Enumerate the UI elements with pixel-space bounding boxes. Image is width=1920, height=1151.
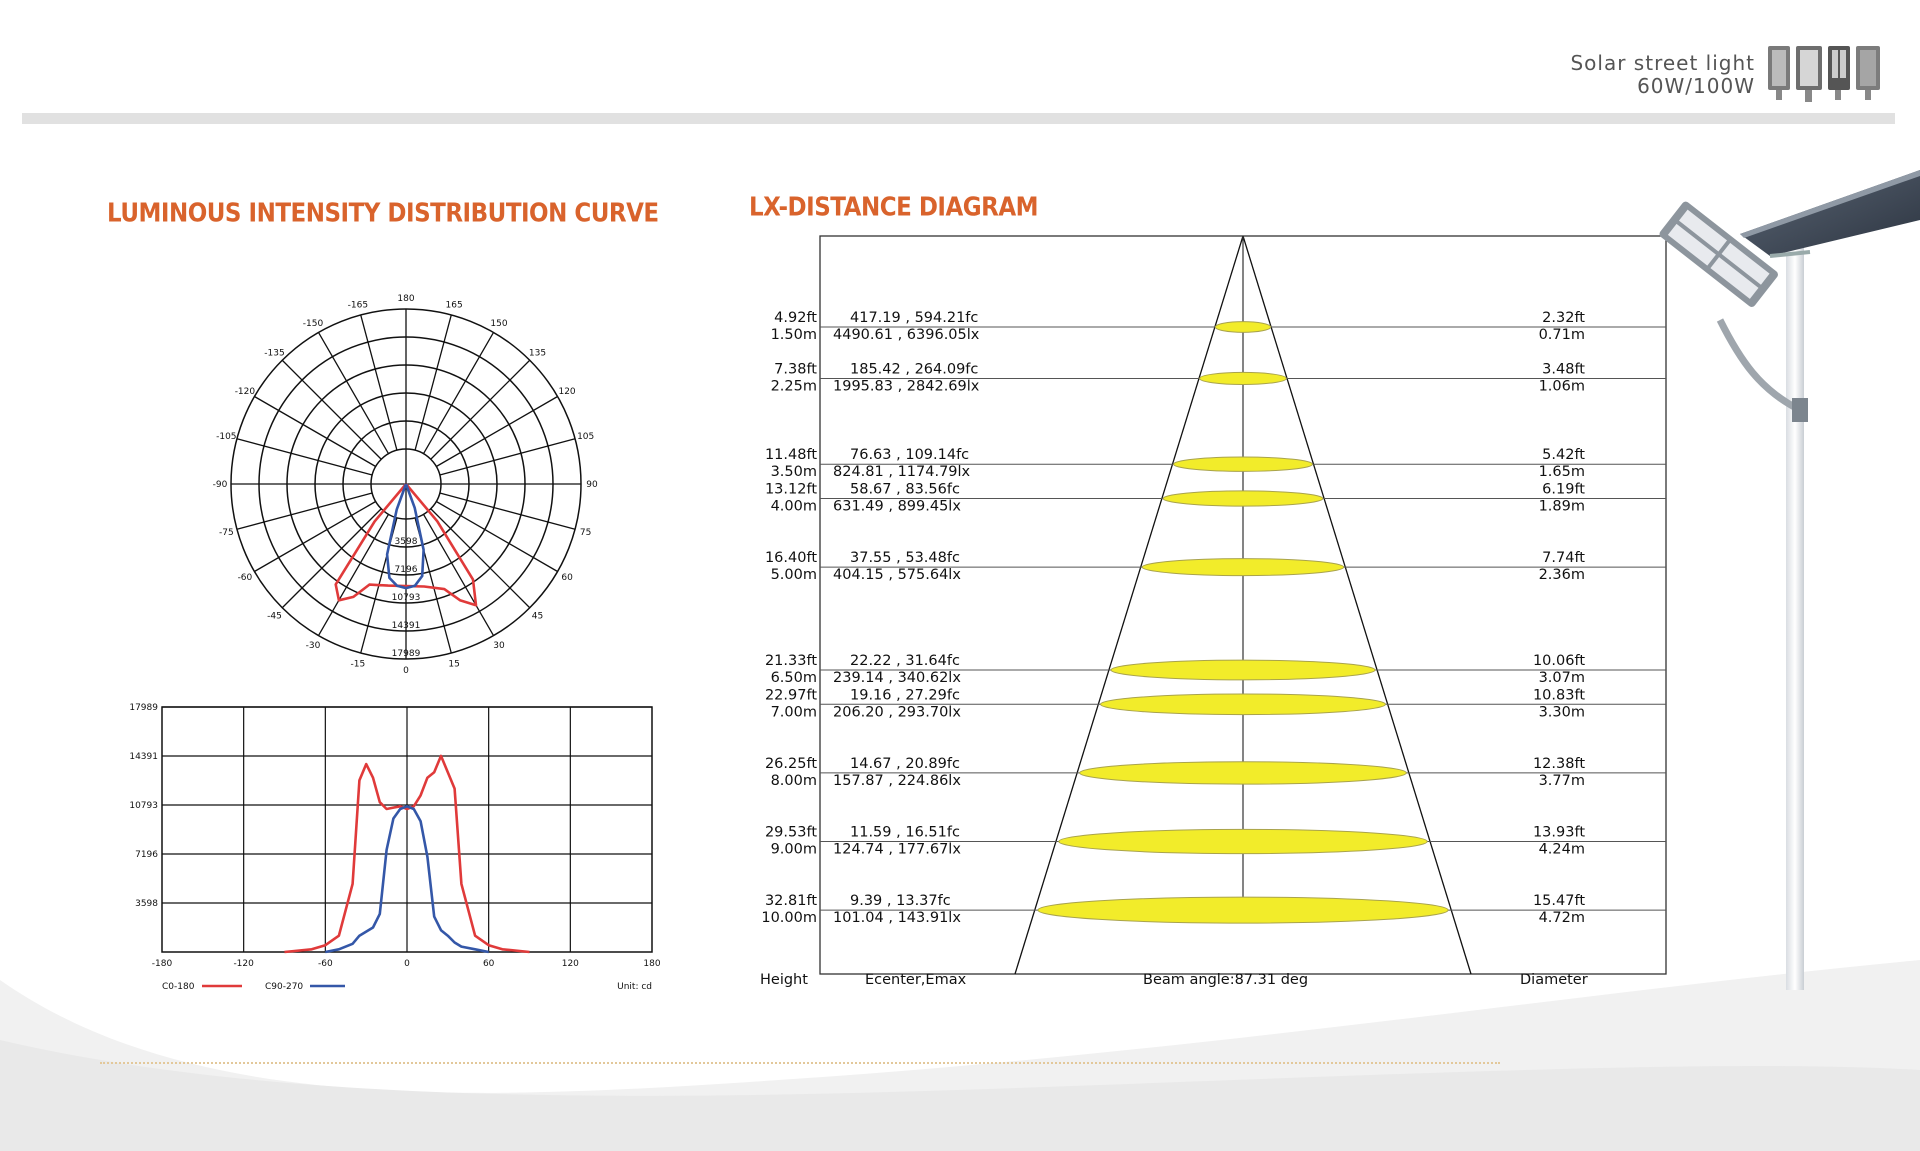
height-m: 10.00m	[761, 910, 817, 927]
polar-angle-label: 150	[490, 318, 508, 329]
polar-spoke	[237, 493, 372, 529]
product-icons	[1766, 44, 1884, 106]
light-spot	[1111, 660, 1375, 680]
height-ft: 11.48ft	[764, 447, 817, 464]
polar-angle-label: 15	[448, 659, 460, 670]
polar-radial-label: 10793	[391, 593, 421, 603]
footer-diameter: Diameter	[1520, 972, 1588, 988]
polar-spoke	[237, 439, 372, 475]
lx-distance-title: LX-DISTANCE DIAGRAM	[749, 193, 1039, 223]
line-xtick-label: 120	[561, 959, 579, 969]
height-m: 2.25m	[770, 378, 817, 395]
height-m: 1.50m	[770, 327, 817, 343]
line-xtick-label: 180	[643, 959, 661, 969]
polar-angle-label: 135	[528, 348, 547, 359]
illuminance-fc: 22.22 , 31.64fc	[850, 653, 960, 669]
polar-spoke	[361, 315, 397, 450]
illuminance-lx: 631.49 , 899.45lx	[833, 498, 961, 515]
intensity-line-chart	[129, 695, 680, 1005]
light-spot	[1163, 491, 1323, 506]
lx-distance-diagram	[745, 226, 1675, 996]
line-xtick-label: -120	[233, 959, 254, 969]
illuminance-lx: 239.14 , 340.62lx	[833, 670, 961, 686]
line-ytick-label: 17989	[129, 703, 158, 713]
diameter-ft: 10.83ft	[1532, 687, 1585, 704]
diameter-ft: 2.32ft	[1542, 310, 1585, 326]
diameter-ft: 13.93ft	[1532, 824, 1585, 841]
illuminance-fc: 58.67 , 83.56fc	[850, 481, 960, 498]
diameter-m: 4.72m	[1538, 910, 1585, 927]
polar-angle-label: -45	[267, 611, 282, 622]
illuminance-lx: 404.15 , 575.64lx	[833, 567, 961, 584]
height-ft: 22.97ft	[764, 687, 817, 704]
legend-label-c0: C0-180	[162, 982, 195, 992]
polar-angle-label: -165	[347, 300, 369, 311]
unit-label: Unit: cd	[617, 982, 652, 992]
polar-spoke	[431, 509, 530, 608]
polar-angle-label: 30	[493, 641, 505, 652]
polar-radial-label: 7196	[394, 565, 418, 575]
diameter-m: 1.65m	[1538, 464, 1585, 481]
height-m: 5.00m	[770, 567, 817, 584]
light-spot	[1059, 829, 1428, 853]
diameter-m: 3.07m	[1538, 670, 1585, 686]
height-m: 9.00m	[770, 841, 817, 858]
polar-angle-label: -90	[212, 480, 228, 490]
illuminance-fc: 76.63 , 109.14fc	[850, 447, 970, 464]
light-spot	[1142, 559, 1344, 576]
line-ytick-label: 3598	[135, 899, 158, 909]
illuminance-fc: 185.42 , 264.09fc	[850, 361, 979, 378]
light-spot	[1080, 762, 1407, 784]
polar-angle-label: 105	[577, 431, 595, 442]
brand-subtitle: 60W/100W	[1637, 74, 1755, 98]
polar-angle-label: -105	[216, 431, 237, 442]
height-ft: 26.25ft	[764, 755, 817, 772]
polar-angle-label: -60	[237, 573, 253, 583]
polar-angle-label: 45	[531, 611, 544, 622]
solar-street-lamp-image	[1570, 160, 1920, 1000]
footer-beam-angle: Beam angle:87.31 deg	[1143, 972, 1309, 988]
polar-spoke	[440, 493, 575, 529]
polar-spoke	[282, 509, 381, 608]
polar-angle-label: -75	[218, 528, 234, 539]
height-m: 4.00m	[770, 498, 817, 515]
illuminance-lx: 206.20 , 293.70lx	[833, 704, 961, 721]
illuminance-lx: 4490.61 , 6396.05lx	[833, 327, 980, 343]
height-ft: 29.53ft	[764, 824, 817, 841]
polar-radial-label: 14391	[391, 621, 421, 631]
line-ytick-label: 14391	[129, 752, 158, 762]
polar-angle-label: 120	[558, 387, 576, 397]
light-spot	[1200, 372, 1287, 384]
intensity-title: LUMINOUS INTENSITY DISTRIBUTION CURVE	[107, 199, 659, 229]
legend-label-c90: C90-270	[265, 982, 304, 992]
line-xtick-label: -60	[317, 959, 333, 969]
diameter-m: 0.71m	[1538, 327, 1585, 343]
height-ft: 7.38ft	[774, 361, 817, 378]
polar-angle-label: -135	[264, 348, 285, 359]
diameter-m: 1.89m	[1538, 498, 1585, 515]
diameter-ft: 3.48ft	[1542, 361, 1585, 378]
polar-angle-label: 165	[445, 300, 463, 311]
polar-angle-label: 60	[561, 573, 573, 583]
height-m: 7.00m	[770, 704, 817, 721]
diameter-ft: 5.42ft	[1542, 447, 1585, 464]
polar-angle-label: 75	[579, 528, 592, 539]
line-xtick-label: -180	[151, 959, 173, 969]
illuminance-lx: 157.87 , 224.86lx	[833, 772, 961, 789]
illuminance-fc: 11.59 , 16.51fc	[850, 824, 960, 841]
polar-angle-label: 90	[586, 480, 598, 490]
polar-radial-label: 3598	[394, 537, 418, 547]
line-xtick-label: 60	[482, 959, 495, 969]
line-ytick-label: 10793	[129, 801, 158, 811]
height-ft: 16.40ft	[764, 550, 817, 567]
light-spot	[1215, 322, 1270, 333]
diameter-ft: 10.06ft	[1532, 653, 1585, 669]
diameter-m: 1.06m	[1538, 378, 1585, 395]
illuminance-fc: 19.16 , 27.29fc	[850, 687, 960, 704]
illuminance-lx: 101.04 , 143.91lx	[833, 910, 961, 927]
light-spot	[1038, 897, 1448, 923]
diameter-m: 3.30m	[1538, 704, 1585, 721]
polar-spoke	[415, 315, 451, 450]
height-m: 3.50m	[770, 464, 817, 481]
light-spot	[1174, 457, 1313, 471]
illuminance-fc: 9.39 , 13.37fc	[850, 893, 951, 910]
diameter-m: 3.77m	[1538, 772, 1585, 789]
height-ft: 4.92ft	[774, 310, 817, 326]
illuminance-lx: 1995.83 , 2842.69lx	[833, 378, 980, 395]
polar-angle-label: -30	[305, 641, 321, 652]
polar-radial-label: 17989	[391, 649, 421, 659]
height-ft: 21.33ft	[764, 653, 817, 669]
diameter-ft: 12.38ft	[1532, 755, 1585, 772]
header-divider	[22, 113, 1895, 124]
height-ft: 13.12ft	[764, 481, 817, 498]
footer-ecenter: Ecenter,Emax	[865, 972, 967, 988]
beam-edge-right	[1243, 236, 1471, 974]
footer-height: Height	[760, 972, 808, 988]
brand-label	[1570, 52, 1755, 98]
illuminance-fc: 37.55 , 53.48fc	[850, 550, 960, 567]
diameter-ft: 15.47ft	[1532, 893, 1585, 910]
diameter-ft: 7.74ft	[1542, 550, 1585, 567]
polar-spoke	[282, 360, 381, 459]
polar-angle-label: -150	[302, 318, 324, 329]
light-spot	[1100, 694, 1385, 715]
polar-angle-label: 0	[403, 666, 409, 676]
beam-edge-left	[1015, 236, 1243, 974]
illuminance-lx: 124.74 , 177.67lx	[833, 841, 961, 858]
polar-angle-label: 180	[397, 294, 415, 304]
polar-spoke	[431, 360, 530, 459]
brand-title: Solar street light	[1570, 51, 1755, 75]
height-m: 8.00m	[770, 772, 817, 789]
line-xtick-label: 0	[404, 959, 410, 969]
height-ft: 32.81ft	[764, 893, 817, 910]
polar-angle-label: -120	[234, 387, 256, 397]
polar-angle-label: -15	[350, 659, 366, 670]
polar-spoke	[440, 439, 575, 475]
polar-intensity-chart	[196, 284, 616, 694]
diameter-ft: 6.19ft	[1542, 481, 1585, 498]
illuminance-fc: 417.19 , 594.21fc	[850, 310, 979, 326]
illuminance-fc: 14.67 , 20.89fc	[850, 755, 960, 772]
illuminance-lx: 824.81 , 1174.79lx	[833, 464, 971, 481]
height-m: 6.50m	[770, 670, 817, 686]
diameter-m: 4.24m	[1538, 841, 1585, 858]
line-ytick-label: 7196	[135, 850, 158, 860]
footer-dotted-line	[100, 1062, 1500, 1064]
diameter-m: 2.36m	[1538, 567, 1585, 584]
